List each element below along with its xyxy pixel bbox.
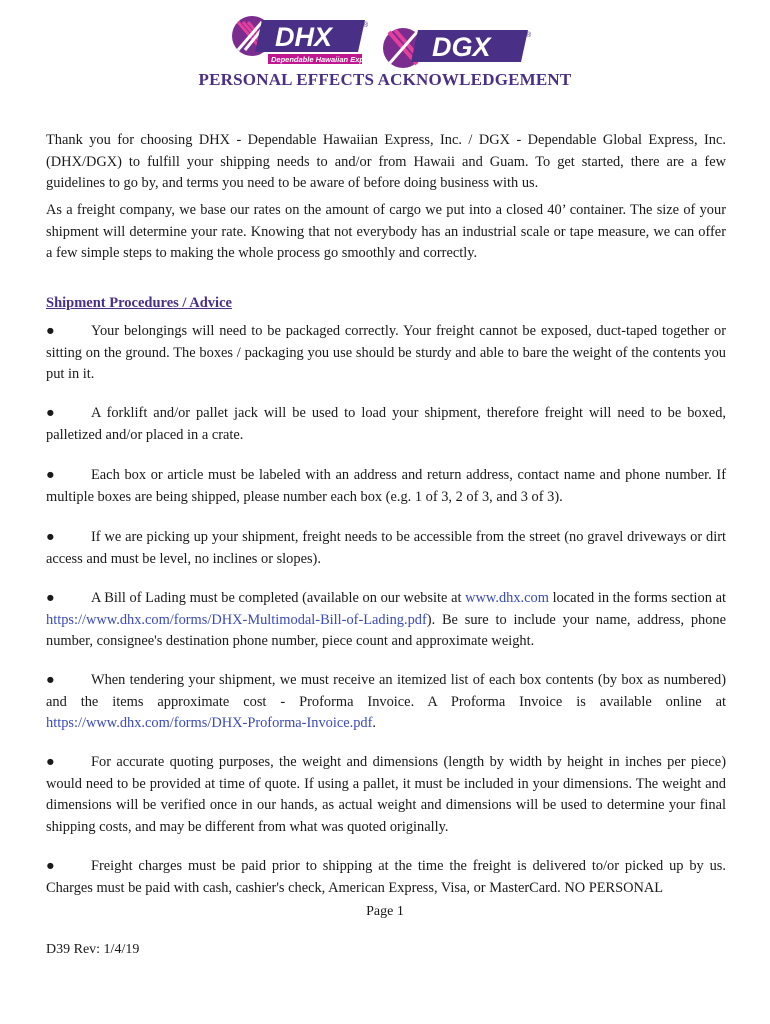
logo-bar: [0, 10, 770, 70]
bullet-text: If we are picking up your shipment, freight needs to be accessible from the street (no gravel driveways or dirt access and must be level, no inclines or slopes).: [46, 529, 726, 567]
intro-paragraph-2: As a freight company, we base our rates on the amount of cargo we put into a closed 40’ container. The size of your shipment will determine your rate. Knowing that not everybody has an industrial scale or tape measure, we can offer a few simple steps to making the whole process go smoothly and correctly.: [46, 202, 726, 261]
proforma-invoice-link[interactable]: https://www.dhx.com/forms/DHX-Proforma-Invoice.pdf: [46, 715, 373, 731]
svg-text:®: ®: [526, 32, 532, 39]
bullet-icon: ●: [46, 590, 55, 606]
bullet-icon: ●: [46, 858, 55, 874]
bullet-text: located in the forms section at: [548, 590, 726, 606]
bullet-icon: ●: [46, 754, 55, 770]
dgx-logo: [383, 28, 532, 68]
svg-text:DHX: DHX: [275, 22, 333, 52]
svg-text:Dependable Hawaiian Express: Dependable Hawaiian Express: [271, 55, 380, 64]
bullet-text: .: [372, 715, 377, 731]
bullet-text: When tendering your shipment, we must receive an itemized list of each box contents (by box as numbered) and the items approximate cost - Proforma Invoice. A Proforma Invoice is available online at: [46, 672, 726, 710]
svg-text:DGX: DGX: [432, 32, 491, 62]
bullet-icon: ●: [46, 672, 55, 688]
bill-of-lading-link[interactable]: https://www.dhx.com/forms/DHX-Multimodal-Bill-of-Lading.pdf: [46, 611, 427, 628]
bullet-icon: ●: [46, 529, 55, 545]
dhx-logo: [232, 16, 379, 64]
bullet-item: [46, 403, 726, 446]
bullet-item: [46, 465, 726, 508]
bullet-item: [46, 321, 726, 386]
bullet-icon: ●: [46, 323, 55, 339]
page-number: Page 1: [366, 904, 404, 919]
section-heading: Shipment Procedures / Advice: [46, 295, 232, 311]
bullet-item: [46, 670, 726, 735]
bullet-item: [46, 588, 726, 653]
bullet-text: ). Be sure to include your name, address, phone number, consignee's destination phone number, piece count and approximate weight.: [46, 611, 726, 649]
brand-logos: [0, 10, 770, 70]
intro-paragraph-1: Thank you for choosing DHX - Dependable Hawaiian Express, Inc. / DGX - Dependable Global Express, Inc. (DHX/DGX) to fulfill your shipping needs to and/or from Hawaii and Guam. To get started, there are a few guidelines to go by, and terms you need to be aware of before doing business with us.: [46, 132, 726, 191]
bullet-icon: ●: [46, 405, 55, 421]
svg-text:®: ®: [363, 22, 369, 29]
bullet-text: Freight charges must be paid prior to shipping at the time the freight is delivered to/or picked up by us. Charges must be paid with cash, cashier's check, American Express, Visa, or MasterCard. NO PERSONAL: [46, 858, 726, 896]
bullet-item: [46, 856, 726, 899]
bullet-item: [46, 752, 726, 838]
bullet-text: Each box or article must be labeled with an address and return address, contact name and phone number. If multiple boxes are being shipped, please number each box (e.g. 1 of 3, 2 of 3, and 3 of 3).: [46, 467, 726, 505]
bullet-item: [46, 527, 726, 570]
document-title: PERSONAL EFFECTS ACKNOWLEDGEMENT: [198, 70, 572, 89]
dhx-website-link[interactable]: www.dhx.com: [465, 590, 549, 606]
bullet-text: For accurate quoting purposes, the weight and dimensions (length by width by height in inches per piece) would need to be provided at time of quote. If using a pallet, it must be included in your dimensions. The weight and dimensions will be verified once in our hands, as actual weight and dimensions will be used to determine your final shipping costs, and may be different from what was quoted originally.: [46, 754, 726, 835]
bullet-icon: ●: [46, 467, 55, 483]
bullet-text: A forklift and/or pallet jack will be used to load your shipment, therefore freight will need to be boxed, palletized and/or placed in a crate.: [46, 405, 726, 443]
revision-label: D39 Rev: 1/4/19: [46, 942, 140, 957]
bullet-text: Your belongings will need to be packaged correctly. Your freight cannot be exposed, duct-taped together or sitting on the ground. The boxes / packaging you use should be sturdy and able to bare the weight of the contents you put in it.: [46, 323, 726, 382]
bullet-text: A Bill of Lading must be completed (available on our website at: [91, 590, 466, 606]
